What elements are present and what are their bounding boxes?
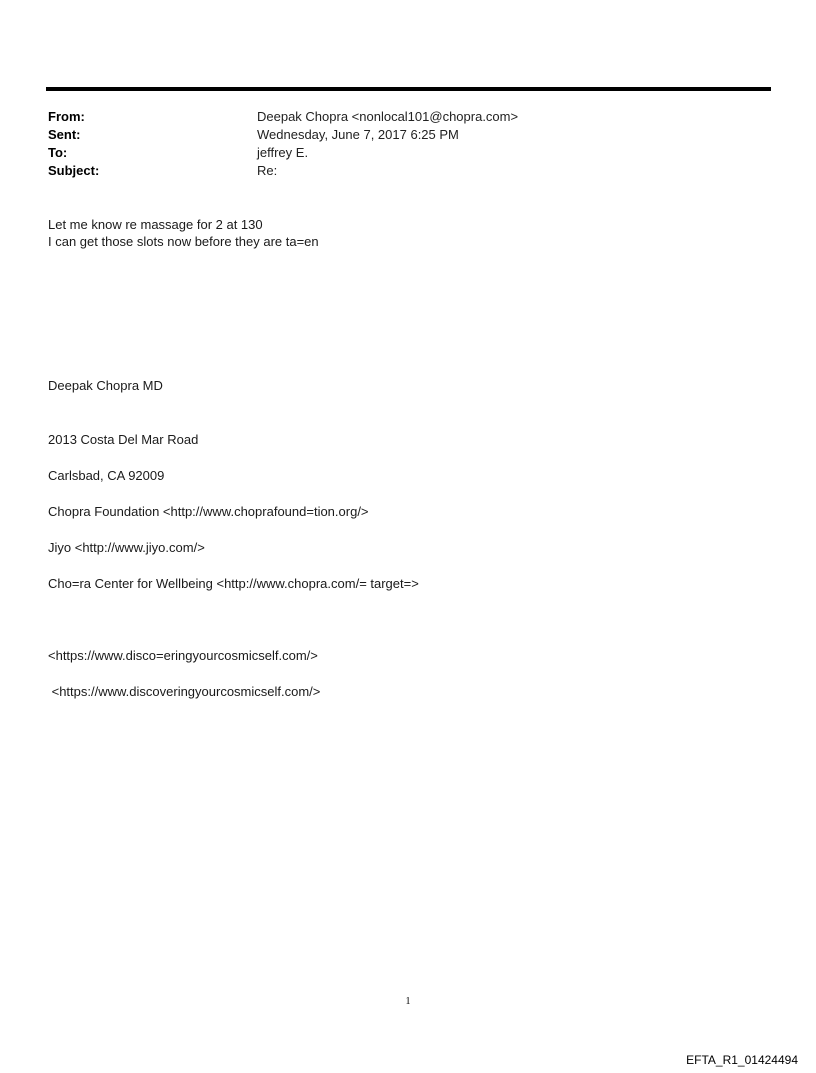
- to-value: jeffrey E.: [257, 145, 309, 160]
- signature-link-cosmicself-2: <https://www.discoveringyourcosmicself.com/>: [48, 684, 321, 699]
- header-divider: [46, 87, 771, 91]
- sent-label: Sent:: [48, 127, 81, 142]
- signature-link-jiyo: Jiyo <http://www.jiyo.com/>: [48, 540, 205, 555]
- subject-row: [48, 162, 518, 180]
- sent-row: [48, 126, 518, 144]
- signature-link-foundation: Chopra Foundation <http://www.choprafound=tion.org/>: [48, 504, 369, 519]
- email-header: [48, 108, 518, 180]
- from-row: [48, 108, 518, 126]
- from-label: From:: [48, 109, 85, 124]
- signature-link-cosmicself-1: <https://www.disco=eringyourcosmicself.com/>: [48, 648, 318, 663]
- to-label: To:: [48, 145, 68, 160]
- from-value: Deepak Chopra <nonlocal101@chopra.com>: [257, 109, 519, 124]
- document-id: EFTA_R1_01424494: [686, 1053, 798, 1067]
- signature-name: Deepak Chopra MD: [48, 378, 163, 393]
- signature-address-line-1: 2013 Costa Del Mar Road: [48, 432, 199, 447]
- subject-label: Subject:: [48, 163, 100, 178]
- page-number: 1: [405, 996, 411, 1007]
- subject-value: Re:: [257, 163, 278, 178]
- signature-address-line-2: Carlsbad, CA 92009: [48, 468, 165, 483]
- to-row: [48, 144, 518, 162]
- message-line-2: I can get those slots now before they are ta=en: [48, 234, 319, 249]
- signature-link-wellbeing: Cho=ra Center for Wellbeing <http://www.chopra.com/= target=>: [48, 576, 419, 591]
- sent-value: Wednesday, June 7, 2017 6:25 PM: [257, 127, 459, 142]
- message-line-1: Let me know re massage for 2 at 130: [48, 217, 263, 232]
